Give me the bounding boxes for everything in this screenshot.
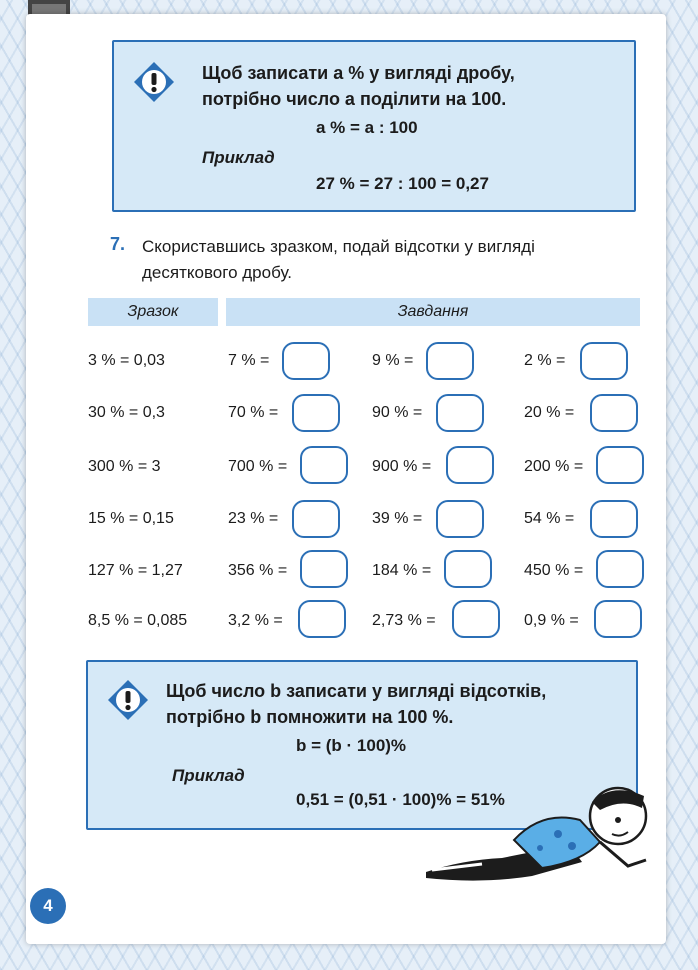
answer-box[interactable] (444, 550, 492, 588)
example-label: Приклад (202, 148, 275, 167)
answer-box[interactable] (590, 500, 638, 538)
answer-box[interactable] (300, 550, 348, 588)
exclamation-icon (106, 678, 150, 722)
task-cell: 20 % = (524, 404, 575, 421)
task-cell: 70 % = (228, 404, 279, 421)
sample-cell: 8,5 % = 0,085 (88, 612, 188, 629)
task-cell: 23 % = (228, 510, 279, 527)
task-cell: 39 % = (372, 510, 423, 527)
task-cell: 3,2 % = (228, 612, 283, 629)
sample-cell: 30 % = 0,3 (88, 404, 165, 421)
answer-box[interactable] (436, 394, 484, 432)
task-cell: 184 % = (372, 562, 432, 579)
sample-cell: 15 % = 0,15 (88, 510, 174, 527)
task-cell: 0,9 % = (524, 612, 579, 629)
task-cell: 450 % = (524, 562, 584, 579)
rule-formula: a % = a : 100 (316, 118, 418, 137)
task-cell: 2 % = (524, 352, 566, 369)
answer-box[interactable] (596, 550, 644, 588)
answer-box[interactable] (596, 446, 644, 484)
answer-box[interactable] (590, 394, 638, 432)
sample-cell: 127 % = 1,27 (88, 562, 183, 579)
rule-box-fraction (112, 40, 636, 212)
answer-box[interactable] (452, 600, 500, 638)
task-cell: 700 % = (228, 458, 288, 475)
answer-box[interactable] (292, 394, 340, 432)
task-cell: 9 % = (372, 352, 414, 369)
task-cell: 356 % = (228, 562, 288, 579)
task-cell: 7 % = (228, 352, 270, 369)
sample-cell: 3 % = 0,03 (88, 352, 165, 369)
answer-box[interactable] (282, 342, 330, 380)
rule-title-line-1: Щоб число b записати у вигляді відсотків, (166, 681, 547, 701)
answer-box[interactable] (594, 600, 642, 638)
answer-box[interactable] (436, 500, 484, 538)
task-cell: 2,73 % = (372, 612, 436, 629)
rule-title (202, 60, 515, 112)
table-header-tasks: Завдання (226, 298, 640, 326)
sample-cell: 300 % = 3 (88, 458, 161, 475)
example-formula: 27 % = 27 : 100 = 0,27 (316, 174, 489, 193)
answer-box[interactable] (300, 446, 348, 484)
answer-box[interactable] (580, 342, 628, 380)
answer-box[interactable] (298, 600, 346, 638)
task-cell: 90 % = (372, 404, 423, 421)
rule-title (166, 678, 546, 730)
task-number: 7. (110, 234, 126, 254)
example-formula: 0,51 = (0,51 · 100)% = 51% (296, 790, 505, 809)
page-number: 4 (30, 888, 66, 924)
rule-title-line-2: потрібно b помножити на 100 %. (166, 707, 454, 727)
answer-box[interactable] (426, 342, 474, 380)
task-cell: 900 % = (372, 458, 432, 475)
task-cell: 200 % = (524, 458, 584, 475)
reclining-boy-illustration (422, 780, 658, 890)
rule-title-line-1: Щоб записати a % у вигляді дробу, (202, 63, 515, 83)
exclamation-icon (132, 60, 176, 104)
task-text: Скориставшись зразком, подай відсотки у вигляді десяткового дробу. (142, 237, 535, 282)
rule-formula: b = (b · 100)% (296, 736, 407, 755)
example-label: Приклад (172, 766, 245, 785)
answer-box[interactable] (446, 446, 494, 484)
answer-box[interactable] (292, 500, 340, 538)
table-header-sample: Зразок (88, 298, 218, 326)
rule-title-line-2: потрібно число a поділити на 100. (202, 89, 507, 109)
task-cell: 54 % = (524, 510, 575, 527)
